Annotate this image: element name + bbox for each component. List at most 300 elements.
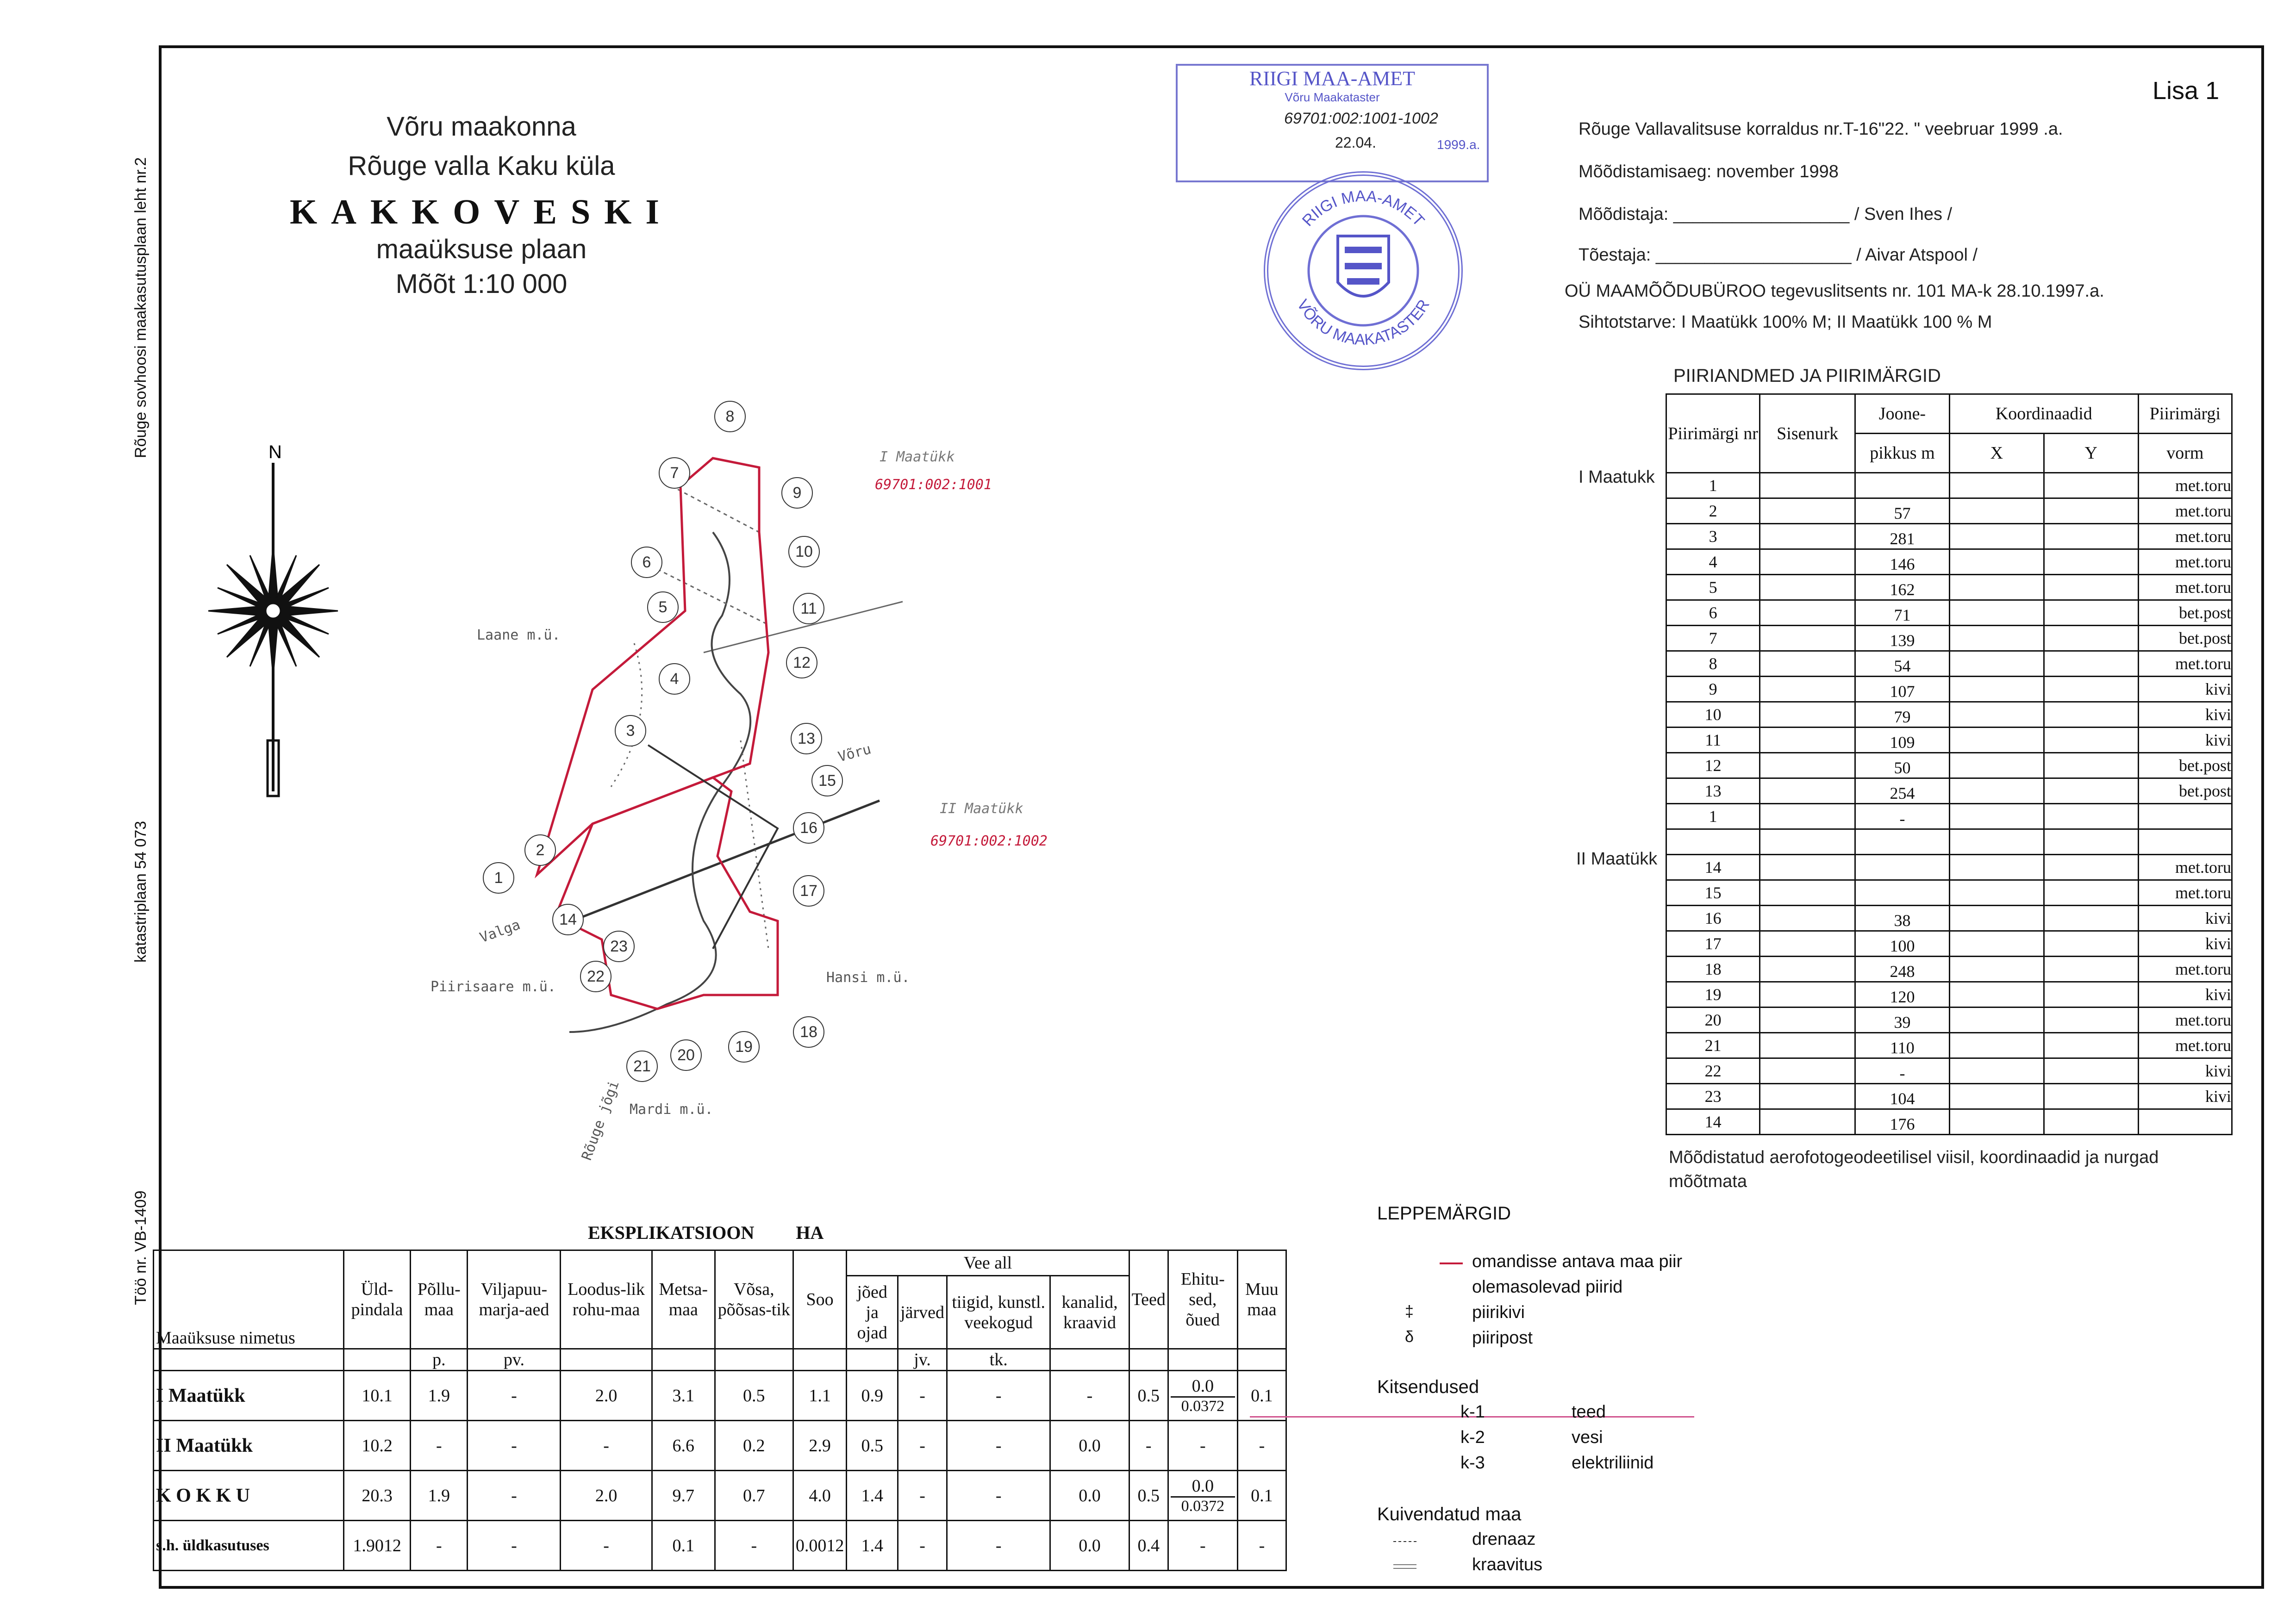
drained-title: Kuivendatud maa	[1377, 1504, 1522, 1524]
col-form-2: vorm	[2138, 434, 2232, 473]
cell-mark-form: kivi	[2138, 1058, 2232, 1084]
cell-inner-corner	[1760, 549, 1855, 575]
boundary-mark-18: 18	[793, 1016, 824, 1048]
cell-mark-no: 17	[1666, 931, 1760, 957]
row-value	[1050, 1421, 1129, 1471]
row-value	[793, 1371, 847, 1421]
cell-coord-x	[1949, 600, 2044, 626]
legend-item-0: omandisse antava maa piir	[1472, 1252, 1683, 1271]
explication-row	[154, 1421, 1286, 1471]
cell-coord-y	[2044, 728, 2138, 753]
boundary-mark-19: 19	[728, 1031, 760, 1063]
cell-coord-y	[2044, 982, 2138, 1007]
explication-table	[153, 1250, 1287, 1571]
legend-item-3: piiripost	[1472, 1328, 1533, 1348]
seal-bottom-text: VÕRU MAAKATASTER	[1293, 296, 1433, 349]
col-symbol	[652, 1349, 715, 1371]
neighbor-hansi: Hansi m.ü.	[826, 970, 910, 986]
col-coords: Koordinaadid	[1949, 394, 2138, 434]
row-value	[1168, 1521, 1237, 1571]
cell-coord-y	[2044, 778, 2138, 804]
river-rouge: Rõuge jõgi	[579, 1078, 623, 1163]
cell-empty	[2138, 829, 2232, 855]
col-symbol	[715, 1349, 793, 1371]
col-symbol	[1050, 1349, 1129, 1371]
boundary-mark-1: 1	[483, 862, 514, 894]
row-name: II Maatükk	[154, 1421, 344, 1471]
cell-inner-corner	[1760, 651, 1855, 677]
cell-line-length	[1855, 473, 1950, 498]
value-text: 0.0	[1192, 1476, 1214, 1496]
value-text: 0.5	[1137, 1386, 1160, 1405]
cell-coord-x	[1949, 804, 2044, 829]
cell-line-length: 104	[1855, 1084, 1950, 1109]
cell-line-length: 254	[1855, 778, 1950, 804]
col-symbol	[1237, 1349, 1286, 1371]
col-header: järved	[898, 1276, 947, 1349]
cell-mark-form: bet.post	[2138, 778, 2232, 804]
row-value	[1168, 1421, 1237, 1471]
survey-time-text: Mõõdistamisaeg: november 1998	[1578, 162, 1839, 181]
cell-coord-y	[2044, 651, 2138, 677]
row-value	[947, 1521, 1050, 1571]
surveyor-text: Mõõdistaja: __________________ / Sven Ihes /	[1578, 205, 1953, 224]
value-text: 1.9	[428, 1386, 450, 1405]
value-text: -	[995, 1436, 1002, 1455]
stamp-year: 1999.a.	[1437, 137, 1480, 152]
cell-line-length: -	[1855, 804, 1950, 829]
row-value	[411, 1471, 468, 1521]
group1-label: I Maatukk	[1578, 467, 1655, 487]
col-mark-no: Piirimärgi nr	[1666, 394, 1760, 473]
cell-inner-corner	[1760, 473, 1855, 498]
row-value	[468, 1471, 561, 1521]
boundary-table-note: Mõõdistatud aerofotogeodeetilisel viisil, koordinaadid ja nurgad mõõtmata	[1669, 1148, 2159, 1191]
cell-line-length	[1855, 855, 1950, 880]
row-value	[1168, 1371, 1237, 1421]
legend-title: LEPPEMÄRGID	[1377, 1203, 1511, 1224]
value-text: 0.0	[1079, 1486, 1101, 1505]
cell-mark-no: 9	[1666, 677, 1760, 702]
value-text: -	[511, 1386, 517, 1405]
cell-coord-y	[2044, 1084, 2138, 1109]
value-text: 0.0012	[795, 1536, 844, 1555]
boundary-mark-16: 16	[793, 812, 824, 844]
cell-mark-no: 12	[1666, 753, 1760, 778]
value-sub: 0.0372	[1171, 1496, 1235, 1515]
cell-coord-x	[1949, 702, 2044, 728]
boundary-row	[1666, 1007, 2232, 1033]
value-text: 2.0	[595, 1486, 618, 1505]
plan-type: maaüksuse plaan	[376, 234, 587, 264]
cell-mark-no: 10	[1666, 702, 1760, 728]
cell-empty	[1949, 829, 2044, 855]
cell-line-length: 38	[1855, 906, 1950, 931]
cell-coord-x	[1949, 498, 2044, 524]
stamp-title: RIIGI MAA-AMET	[1249, 67, 1416, 90]
cell-coord-x	[1949, 957, 2044, 982]
row-value	[561, 1371, 652, 1421]
cell-line-length: 107	[1855, 677, 1950, 702]
plan-scale: Mõõt 1:10 000	[395, 269, 568, 299]
row-value	[411, 1521, 468, 1571]
ditch-icon	[1393, 1564, 1416, 1569]
col-x: X	[1949, 434, 2044, 473]
value-text: 0.5	[743, 1386, 765, 1405]
boundary-row	[1666, 1058, 2232, 1084]
cell-empty	[1666, 829, 1760, 855]
col-length-1: Joone-	[1855, 394, 1950, 434]
cell-line-length: 71	[1855, 600, 1950, 626]
cell-inner-corner	[1760, 677, 1855, 702]
boundary-table-title: PIIRIANDMED JA PIIRIMÄRGID	[1673, 366, 1941, 386]
boundary-row	[1666, 804, 2232, 829]
cell-line-length: 100	[1855, 931, 1950, 957]
row-value	[715, 1371, 793, 1421]
boundary-mark-21: 21	[626, 1051, 658, 1082]
col-header: Soo	[793, 1250, 847, 1349]
cell-mark-no: 1	[1666, 473, 1760, 498]
explication-title-text: EKSPLIKATSIOON	[588, 1222, 755, 1243]
col-header: Muu maa	[1237, 1250, 1286, 1349]
cell-coord-x	[1949, 1058, 2044, 1084]
row-value	[561, 1471, 652, 1521]
cell-mark-form: kivi	[2138, 702, 2232, 728]
cell-inner-corner	[1760, 957, 1855, 982]
value-text: 0.1	[1251, 1386, 1273, 1405]
value-text: -	[1086, 1386, 1093, 1405]
value-text: 2.0	[595, 1386, 618, 1405]
value-text: -	[436, 1536, 442, 1555]
explication-row	[154, 1471, 1286, 1521]
side-label-cadastral: katastriplaan 54 073	[132, 821, 150, 963]
cell-coord-x	[1949, 1084, 2044, 1109]
row-value	[561, 1521, 652, 1571]
row-value	[344, 1371, 411, 1421]
row-value	[1129, 1521, 1168, 1571]
cell-mark-no: 19	[1666, 982, 1760, 1007]
cell-mark-no: 7	[1666, 626, 1760, 651]
cell-mark-form: met.toru	[2138, 1033, 2232, 1058]
cell-mark-no: 21	[1666, 1033, 1760, 1058]
row-value	[793, 1521, 847, 1571]
boundary-mark-3: 3	[615, 715, 646, 746]
stamp-cadastral-no: 69701:002:1001-1002	[1284, 110, 1438, 127]
value-text: -	[751, 1536, 757, 1555]
row-value	[468, 1421, 561, 1471]
value-text: 1.9012	[353, 1536, 401, 1555]
cell-coord-y	[2044, 600, 2138, 626]
cell-line-length: 139	[1855, 626, 1950, 651]
neighbor-valga: Valga	[477, 916, 523, 946]
cell-coord-y	[2044, 855, 2138, 880]
drainage-icon	[1393, 1541, 1416, 1542]
cell-coord-y	[2044, 626, 2138, 651]
boundary-row	[1666, 753, 2232, 778]
cell-mark-no: 14	[1666, 855, 1760, 880]
value-sub: 0.0372	[1171, 1396, 1235, 1415]
cell-inner-corner	[1760, 1109, 1855, 1135]
value-text: -	[1259, 1536, 1265, 1555]
cell-inner-corner	[1760, 855, 1855, 880]
row-value	[1050, 1371, 1129, 1421]
col-symbol	[1168, 1349, 1237, 1371]
stamp-subtitle: Võru Maakataster	[1285, 90, 1380, 104]
boundary-row	[1666, 1033, 2232, 1058]
value-text: 2.9	[809, 1436, 831, 1455]
cell-coord-x	[1949, 473, 2044, 498]
cell-coord-x	[1949, 931, 2044, 957]
value-text: 0.7	[743, 1486, 765, 1505]
col-header: Põllu-maa	[411, 1250, 468, 1349]
stamp-date: 22.04.	[1335, 134, 1376, 151]
cell-mark-form: kivi	[2138, 677, 2232, 702]
cell-inner-corner	[1760, 702, 1855, 728]
row-value	[411, 1371, 468, 1421]
cell-mark-no: 16	[1666, 906, 1760, 931]
boundary-mark-5: 5	[647, 591, 679, 623]
boundary-row	[1666, 1084, 2232, 1109]
cell-line-length: 54	[1855, 651, 1950, 677]
row-value	[947, 1371, 1050, 1421]
cell-coord-x	[1949, 651, 2044, 677]
boundary-row	[1666, 855, 2232, 880]
cell-coord-x	[1949, 677, 2044, 702]
boundary-row	[1666, 957, 2232, 982]
value-text: 6.6	[672, 1436, 695, 1455]
col-symbol: p.	[411, 1349, 468, 1371]
col-header: Teed	[1129, 1250, 1168, 1349]
cell-line-length: 281	[1855, 524, 1950, 549]
value-text: 0.1	[1251, 1486, 1273, 1505]
cell-mark-form: met.toru	[2138, 473, 2232, 498]
boundary-row	[1666, 626, 2232, 651]
seal-emblem-icon	[1268, 176, 1458, 366]
restriction-label-2: vesi	[1572, 1428, 1603, 1447]
cell-coord-y	[2044, 931, 2138, 957]
row-name: I Maatükk	[154, 1371, 344, 1421]
boundary-mark-4: 4	[659, 663, 690, 695]
seal-top-text: RIIGI MAA-AMET	[1298, 187, 1428, 230]
row-value	[1050, 1471, 1129, 1521]
cell-coord-y	[2044, 677, 2138, 702]
neighbor-voru: Võru	[836, 741, 873, 765]
cell-mark-form: kivi	[2138, 906, 2232, 931]
col-symbol	[847, 1349, 898, 1371]
cell-coord-y	[2044, 1109, 2138, 1135]
row-value	[898, 1471, 947, 1521]
boundary-row	[1666, 473, 2232, 498]
cell-coord-x	[1949, 778, 2044, 804]
row-value	[1129, 1371, 1168, 1421]
col-header: tiigid, kunstl. veekogud	[947, 1276, 1050, 1349]
col-symbol: jv.	[898, 1349, 947, 1371]
cell-line-length: -	[1855, 1058, 1950, 1084]
cell-mark-form: met.toru	[2138, 524, 2232, 549]
side-label-sheet: Rõuge sovhoosi maakasutusplaan leht nr.2	[132, 157, 150, 458]
cell-mark-no: 3	[1666, 524, 1760, 549]
col-symbol: pv.	[468, 1349, 561, 1371]
cell-coord-x	[1949, 982, 2044, 1007]
value-text: 0.0	[1079, 1536, 1101, 1555]
cell-mark-form	[2138, 804, 2232, 829]
cell-line-length: 109	[1855, 728, 1950, 753]
cell-mark-form: kivi	[2138, 931, 2232, 957]
cell-coord-x	[1949, 1033, 2044, 1058]
value-text: 0.0	[1192, 1376, 1214, 1396]
row-value	[847, 1421, 898, 1471]
cell-coord-y	[2044, 702, 2138, 728]
cell-inner-corner	[1760, 1007, 1855, 1033]
value-text: -	[995, 1386, 1002, 1405]
cell-coord-y	[2044, 957, 2138, 982]
cell-empty	[1855, 829, 1950, 855]
cell-coord-x	[1949, 753, 2044, 778]
value-text: 10.1	[362, 1386, 393, 1405]
cell-mark-no: 1	[1666, 804, 1760, 829]
boundary-mark-20: 20	[670, 1039, 702, 1071]
company-text: OÜ MAAMÕÕDUBÜROO tegevuslitsents nr. 101 MA-k 28.10.1997.a.	[1565, 281, 2104, 301]
boundary-mark-17: 17	[793, 875, 824, 907]
value-text: 0.5	[1137, 1486, 1160, 1505]
boundary-row	[1666, 677, 2232, 702]
cell-mark-form: met.toru	[2138, 549, 2232, 575]
boundary-row	[1666, 906, 2232, 931]
cell-mark-no: 8	[1666, 651, 1760, 677]
boundary-mark-14: 14	[552, 904, 584, 935]
col-water-group: Vee all	[847, 1250, 1129, 1276]
restrictions-title: Kitsendused	[1377, 1377, 1479, 1397]
cell-coord-y	[2044, 804, 2138, 829]
row-value	[468, 1371, 561, 1421]
value-text: -	[919, 1436, 925, 1455]
cell-coord-y	[2044, 575, 2138, 600]
north-letter: N	[268, 442, 282, 462]
drained-item-0: drenaaz	[1472, 1530, 1536, 1549]
drained-item-1: kraavitus	[1472, 1555, 1543, 1574]
boundary-mark-23: 23	[603, 931, 635, 962]
cell-line-length: 120	[1855, 982, 1950, 1007]
cell-coord-x	[1949, 728, 2044, 753]
cell-mark-form	[2138, 1109, 2232, 1135]
boundary-post-icon: δ	[1405, 1328, 1414, 1346]
cell-coord-y	[2044, 1007, 2138, 1033]
value-text: 0.4	[1137, 1536, 1160, 1555]
property-name: KAKKOVESKI	[290, 193, 673, 231]
boundary-row	[1666, 702, 2232, 728]
group2-label: II Maatükk	[1576, 849, 1658, 869]
cell-inner-corner	[1760, 906, 1855, 931]
row-value	[898, 1521, 947, 1571]
value-text: -	[919, 1386, 925, 1405]
cell-line-length	[1855, 880, 1950, 906]
north-arrow-icon	[194, 440, 352, 801]
boundary-row	[1666, 728, 2232, 753]
value-text: 20.3	[362, 1486, 393, 1505]
col-header: Ehitu-sed, õued	[1168, 1250, 1237, 1349]
cell-inner-corner	[1760, 1058, 1855, 1084]
row-value	[898, 1371, 947, 1421]
row-value	[1237, 1371, 1286, 1421]
cell-mark-form: met.toru	[2138, 957, 2232, 982]
cell-coord-y	[2044, 880, 2138, 906]
col-symbol	[793, 1349, 847, 1371]
seal-stamp	[1264, 171, 1463, 370]
cell-inner-corner	[1760, 575, 1855, 600]
cell-line-length: 79	[1855, 702, 1950, 728]
col-header: Loodus-lik rohu-maa	[561, 1250, 652, 1349]
cell-mark-form: met.toru	[2138, 855, 2232, 880]
cell-mark-form: bet.post	[2138, 626, 2232, 651]
restriction-code-3: k-3	[1460, 1453, 1485, 1473]
row-value	[715, 1521, 793, 1571]
cell-coord-x	[1949, 880, 2044, 906]
cell-coord-y	[2044, 498, 2138, 524]
cell-inner-corner	[1760, 778, 1855, 804]
row-name: K O K K U	[154, 1471, 344, 1521]
value-text: -	[995, 1536, 1002, 1555]
side-label-work-no: Töö nr. VB-1409	[132, 1190, 150, 1305]
parcel2-label: II Maatükk	[940, 801, 1023, 817]
parcel2-code: 69701:002:1002	[930, 833, 1048, 849]
col-y: Y	[2044, 434, 2138, 473]
boundary-row	[1666, 982, 2232, 1007]
cell-inner-corner	[1760, 524, 1855, 549]
row-value	[793, 1421, 847, 1471]
parcel1-boundary	[537, 458, 768, 875]
purpose-text: Sihtotstarve: I Maatükk 100% M; II Maatükk 100 % M	[1578, 312, 1992, 332]
value-text: -	[511, 1536, 517, 1555]
value-text: -	[603, 1436, 609, 1455]
row-value	[344, 1471, 411, 1521]
value-text: 9.7	[672, 1486, 695, 1505]
cell-inner-corner	[1760, 728, 1855, 753]
boundary-table	[1666, 393, 2233, 1135]
county-title: Võru maakonna	[387, 112, 576, 142]
value-text: -	[1145, 1436, 1152, 1455]
boundary-stone-icon: ‡	[1405, 1303, 1414, 1320]
col-symbol	[154, 1349, 344, 1371]
registry-stamp	[1176, 64, 1489, 182]
boundary-mark-13: 13	[791, 723, 822, 754]
restriction-code-1: k-1	[1460, 1402, 1485, 1422]
cell-inner-corner	[1760, 626, 1855, 651]
cell-mark-form: bet.post	[2138, 753, 2232, 778]
cell-line-length: 176	[1855, 1109, 1950, 1135]
boundary-mark-15: 15	[811, 765, 843, 796]
boundary-row	[1666, 651, 2232, 677]
boundary-row	[1666, 600, 2232, 626]
cell-inner-corner	[1760, 880, 1855, 906]
boundary-mark-22: 22	[580, 961, 611, 992]
col-inner-corner: Sisenurk	[1760, 394, 1855, 473]
cell-coord-x	[1949, 855, 2044, 880]
cell-inner-corner	[1760, 600, 1855, 626]
row-value	[561, 1421, 652, 1471]
cell-line-length: 162	[1855, 575, 1950, 600]
boundary-mark-12: 12	[786, 647, 817, 678]
restriction-label-3: elektriliinid	[1572, 1453, 1654, 1473]
value-text: 0.5	[861, 1436, 883, 1455]
cell-line-length: 57	[1855, 498, 1950, 524]
neighbor-laane: Laane m.ü.	[477, 627, 561, 643]
value-text: -	[919, 1486, 925, 1505]
value-text: -	[1200, 1436, 1206, 1455]
value-text: 1.9	[428, 1486, 450, 1505]
cell-mark-form: met.toru	[2138, 1007, 2232, 1033]
cell-coord-x	[1949, 626, 2044, 651]
col-header: Võsa, põõsas-tik	[715, 1250, 793, 1349]
